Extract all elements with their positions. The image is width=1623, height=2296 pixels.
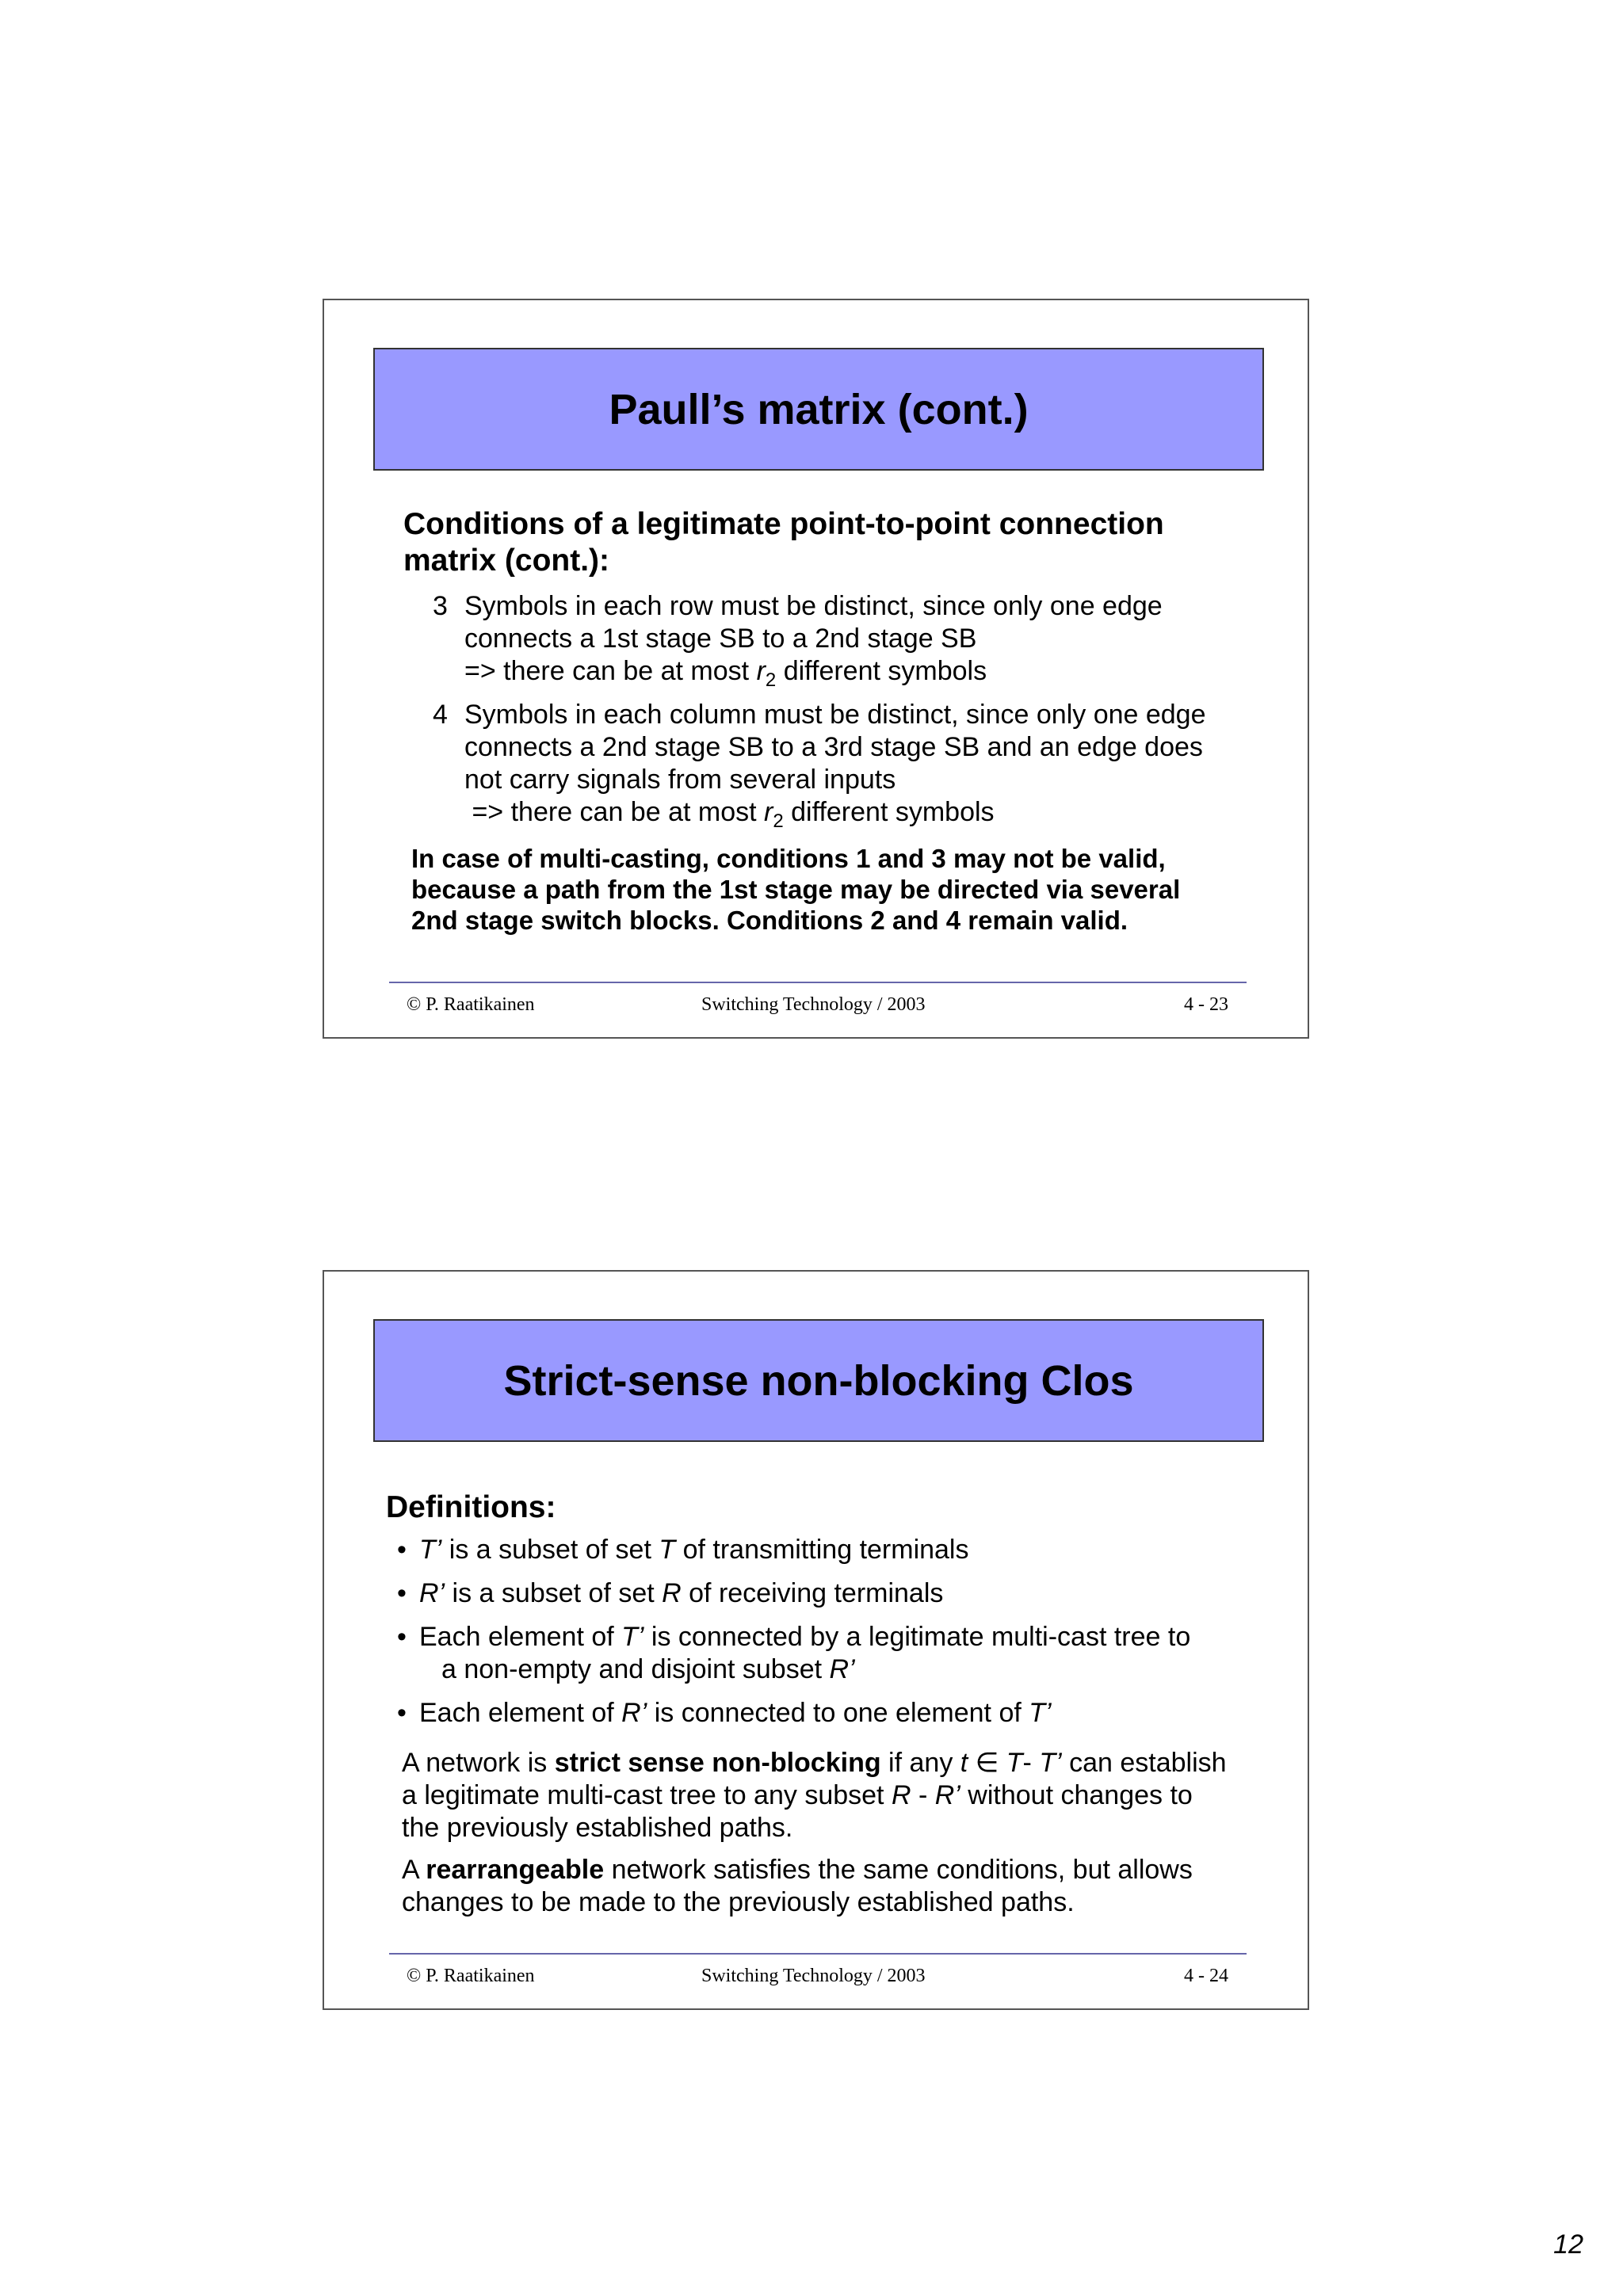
item-line: [419, 1621, 1289, 1653]
para-line: changes to be made to the previously established paths.: [402, 1887, 1075, 1917]
text-run: different symbols: [776, 656, 987, 686]
text-run: without changes to: [960, 1780, 1193, 1810]
variable: R’: [621, 1698, 647, 1728]
footer-course: Switching Technology / 2003: [701, 1966, 926, 1986]
item-number: 4: [433, 700, 448, 730]
para-line: [402, 1747, 1289, 1779]
slide-title: Strict-sense non-blocking Clos: [503, 1356, 1134, 1405]
item-line: connects a 2nd stage SB to a 3rd stage SB and an edge does: [464, 732, 1203, 762]
variable: R’: [934, 1780, 960, 1810]
item-number: 3: [433, 591, 448, 621]
definition-list: [386, 1534, 1289, 1730]
text-run: if any: [880, 1748, 960, 1778]
variable: R: [891, 1780, 911, 1810]
slide-4-24: [323, 1270, 1309, 2010]
text-run: A: [402, 1855, 426, 1885]
variable: R’: [829, 1654, 855, 1684]
variable: T: [1006, 1748, 1023, 1778]
variable: T’: [1029, 1698, 1052, 1728]
note-line: In case of multi-casting, conditions 1 and 3 may not be valid,: [411, 844, 1166, 873]
text-run: is connected to one element of: [647, 1698, 1029, 1728]
text-run: => there can be at most: [464, 656, 757, 686]
slide-body: [403, 506, 1275, 936]
text-run: -: [911, 1780, 935, 1810]
slide-title: Paull’s matrix (cont.): [609, 385, 1029, 433]
text-run: is a subset of set: [445, 1578, 663, 1608]
heading-line: matrix (cont.):: [403, 543, 610, 578]
section-heading: [403, 506, 1275, 579]
text-run: => there can be at most: [464, 797, 765, 827]
variable: T: [659, 1535, 676, 1565]
text-run: can establish: [1061, 1748, 1227, 1778]
variable: R: [662, 1578, 682, 1608]
variable: t: [960, 1748, 968, 1778]
text-run: A network is: [402, 1748, 555, 1778]
bullet-icon: •: [397, 1578, 407, 1608]
bold-term: rearrangeable: [426, 1855, 605, 1885]
footer-divider: [389, 1953, 1247, 1955]
text-run: Each element of: [419, 1698, 622, 1728]
slide-title-box: [373, 1319, 1264, 1442]
variable: r: [756, 656, 766, 686]
slide-title-box: [373, 348, 1264, 471]
variable: R’: [419, 1578, 445, 1608]
variable: T’: [621, 1622, 644, 1652]
variable: T’: [1039, 1748, 1062, 1778]
text-run: is connected by a legitimate multi-cast tree to: [643, 1622, 1191, 1652]
footer-author: © P. Raatikainen: [407, 1966, 535, 1986]
footer-slide-number: 4 - 23: [1184, 994, 1228, 1015]
para-line: [402, 1854, 1289, 1886]
numbered-list: [403, 590, 1275, 832]
footer-author: © P. Raatikainen: [407, 994, 535, 1015]
bullet-icon: •: [397, 1535, 407, 1565]
list-item: [386, 1697, 1289, 1730]
text-run: -: [1022, 1748, 1040, 1778]
list-item: [386, 1534, 1289, 1566]
variable: r: [764, 797, 773, 827]
bullet-icon: •: [397, 1622, 407, 1652]
page-number: 12: [1553, 2229, 1583, 2260]
element-of-symbol: ∈: [968, 1748, 1006, 1778]
bullet-icon: •: [397, 1698, 407, 1728]
bold-term: strict sense non-blocking: [554, 1748, 881, 1778]
slide-body: [386, 1489, 1289, 1919]
item-line: not carry signals from several inputs: [464, 765, 896, 795]
text-run: Each element of: [419, 1622, 622, 1652]
subscript: 2: [765, 669, 777, 691]
item-line: [419, 1653, 1289, 1686]
text-run: of transmitting terminals: [675, 1535, 969, 1565]
text-run: network satisfies the same conditions, but allows: [604, 1855, 1193, 1885]
rearrangeable-paragraph: [402, 1854, 1289, 1919]
item-line: [464, 796, 1275, 832]
heading-line: Conditions of a legitimate point-to-point connection: [403, 507, 1164, 541]
para-line: [402, 1779, 1289, 1812]
text-run: is a subset of set: [441, 1535, 659, 1565]
footer-slide-number: 4 - 24: [1184, 1966, 1228, 1986]
text-run: of receiving terminals: [681, 1578, 944, 1608]
footer-course: Switching Technology / 2003: [701, 994, 926, 1015]
item-line: Symbols in each row must be distinct, since only one edge: [464, 591, 1163, 621]
variable: T’: [419, 1535, 442, 1565]
item-line: connects a 1st stage SB to a 2nd stage SB: [464, 624, 977, 654]
item-line: Symbols in each column must be distinct, since only one edge: [464, 700, 1206, 730]
slide-4-23: [323, 299, 1309, 1039]
text-run: a legitimate multi-cast tree to any subset: [402, 1780, 892, 1810]
para-line: the previously established paths.: [402, 1813, 793, 1843]
text-run: different symbols: [783, 797, 995, 827]
multicast-note: [411, 843, 1275, 936]
text-run: a non-empty and disjoint subset: [441, 1654, 830, 1684]
list-item: [386, 1621, 1289, 1686]
section-heading: Definitions:: [386, 1490, 556, 1524]
note-line: because a path from the 1st stage may be directed via several: [411, 875, 1181, 904]
footer-divider: [389, 982, 1247, 983]
definition-paragraph: [402, 1747, 1289, 1844]
list-item: [403, 590, 1275, 691]
note-line: 2nd stage switch blocks. Conditions 2 and 4 remain valid.: [411, 906, 1128, 935]
list-item: [386, 1577, 1289, 1610]
item-line: [464, 655, 1275, 691]
subscript: 2: [773, 810, 784, 832]
list-item: [403, 699, 1275, 832]
